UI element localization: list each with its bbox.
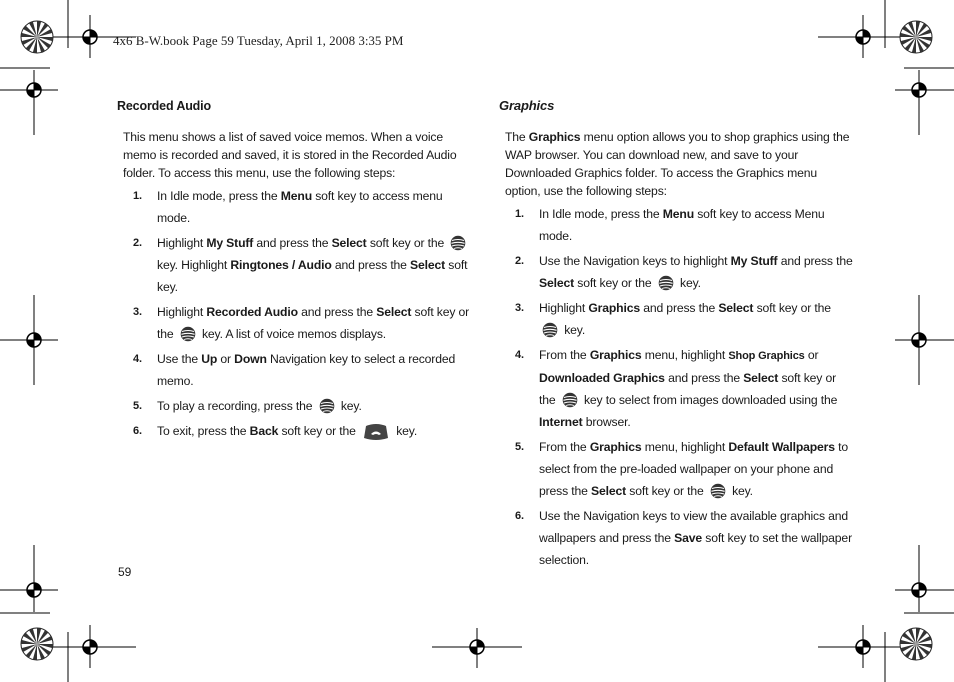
- section-title: Recorded Audio: [117, 99, 211, 113]
- key-name: Select: [331, 236, 367, 250]
- menu-name: Graphics: [588, 301, 640, 315]
- step-number: 6.: [515, 510, 524, 522]
- step-text: or: [217, 352, 235, 366]
- menu-name: Downloaded Graphics: [539, 371, 665, 385]
- intro-text: The: [505, 130, 529, 144]
- key-name: Menu: [280, 189, 312, 203]
- step-text: Highlight: [539, 301, 589, 315]
- step-text: key.: [393, 424, 418, 438]
- step-text: Use the: [157, 352, 202, 366]
- color-registration-star-icon: [21, 628, 53, 660]
- key-name: Select: [591, 484, 627, 498]
- step-text: Navigation key to select a recorded memo.: [157, 352, 456, 388]
- step-text: Use the Navigation keys to view the available graphics and wallpapers and press the: [539, 509, 849, 545]
- step-text: key.: [676, 276, 701, 290]
- step-number: 6.: [133, 425, 142, 437]
- section-title: Graphics: [499, 98, 555, 113]
- step-text: key.: [561, 323, 586, 337]
- step-number: 4.: [515, 349, 524, 361]
- menu-name: Graphics: [589, 440, 642, 454]
- step-text: key to select from images downloaded using the: [580, 393, 838, 407]
- menu-name: Graphics: [589, 348, 642, 362]
- step-text: In Idle mode, press the: [539, 207, 663, 221]
- step-text: From the: [539, 348, 590, 362]
- step-number: 2.: [515, 255, 524, 267]
- step-text: key.: [728, 484, 753, 498]
- print-header: 4x6 B-W.book Page 59 Tuesday, April 1, 2008 3:35 PM: [113, 33, 404, 48]
- step-text: to select from the pre-loaded wallpaper on your phone and press the: [539, 440, 849, 498]
- intro-text: menu option allows you to shop graphics using the WAP browser. You can download new, and save to your Downloaded Graphics folder. To access the Graphics menu option, use the following steps:: [505, 130, 850, 198]
- menu-name: My Stuff: [730, 254, 778, 268]
- step-text: soft key.: [157, 258, 468, 294]
- menu-name: Internet: [539, 415, 583, 429]
- step-number: 5.: [515, 441, 524, 453]
- step-text: and press the: [664, 371, 744, 385]
- color-registration-star-icon: [900, 21, 932, 53]
- step-text: browser.: [582, 415, 631, 429]
- step-text: Use the Navigation keys to highlight: [539, 254, 731, 268]
- menu-name: My Stuff: [206, 236, 254, 250]
- key-name: Down: [234, 352, 267, 366]
- key-name: Select: [718, 301, 754, 315]
- menu-name: Shop Graphics: [728, 350, 805, 362]
- step-text: menu, highlight: [641, 440, 729, 454]
- step-number: 1.: [515, 208, 524, 220]
- step-number: 3.: [515, 302, 524, 314]
- menu-name: Graphics: [528, 130, 581, 144]
- step-text: and press the: [639, 301, 719, 315]
- step-text: soft key or the: [539, 371, 837, 407]
- key-name: Select: [410, 258, 446, 272]
- step-number: 4.: [133, 353, 142, 365]
- step-text: To play a recording, press the: [157, 399, 316, 413]
- step-text: and press the: [253, 236, 332, 250]
- step-text: soft key or the: [574, 276, 655, 290]
- step-text: soft key or the: [157, 305, 470, 341]
- section-intro: This menu shows a list of saved voice memos. When a voice memo is recorded and saved, it is stored in the Recorded Audio folder. To access this menu, use the following steps:: [123, 130, 457, 180]
- step-text: or: [804, 348, 819, 362]
- key-name: Select: [376, 305, 412, 319]
- step-number: 2.: [133, 237, 142, 249]
- menu-name: Default Wallpapers: [728, 440, 835, 454]
- step-text: In Idle mode, press the: [157, 189, 281, 203]
- step-text: Highlight: [157, 305, 207, 319]
- step-text: and press the: [777, 254, 853, 268]
- step-text: menu, highlight: [641, 348, 729, 362]
- key-name: Back: [249, 424, 279, 438]
- key-name: Select: [743, 371, 779, 385]
- step-text: soft key or the: [626, 484, 707, 498]
- step-text: soft key to access menu mode.: [157, 189, 443, 225]
- color-registration-star-icon: [21, 21, 53, 53]
- step-number: 3.: [133, 306, 142, 318]
- step-text: soft key to set the wallpaper selection.: [539, 531, 852, 567]
- step-text: soft key or the: [753, 301, 831, 315]
- step-text: and press the: [297, 305, 377, 319]
- color-registration-star-icon: [900, 628, 932, 660]
- step-text: Highlight: [157, 236, 207, 250]
- key-name: Save: [674, 531, 703, 545]
- step-text: key. A list of voice memos displays.: [198, 327, 386, 341]
- page-number: 59: [118, 565, 132, 579]
- step-text: From the: [539, 440, 590, 454]
- step-text: key.: [337, 399, 362, 413]
- step-text: and press the: [331, 258, 411, 272]
- step-number: 1.: [133, 190, 142, 202]
- key-name: Up: [201, 352, 218, 366]
- key-name: Menu: [662, 207, 694, 221]
- step-number: 5.: [133, 400, 142, 412]
- step-text: soft key or the: [278, 424, 359, 438]
- menu-name: Recorded Audio: [206, 305, 298, 319]
- menu-name: Ringtones / Audio: [230, 258, 332, 272]
- step-text: To exit, press the: [157, 424, 250, 438]
- step-text: soft key to access Menu mode.: [539, 207, 825, 243]
- step-text: key. Highlight: [157, 258, 231, 272]
- step-text: soft key or the: [366, 236, 448, 250]
- key-name: Select: [539, 276, 575, 290]
